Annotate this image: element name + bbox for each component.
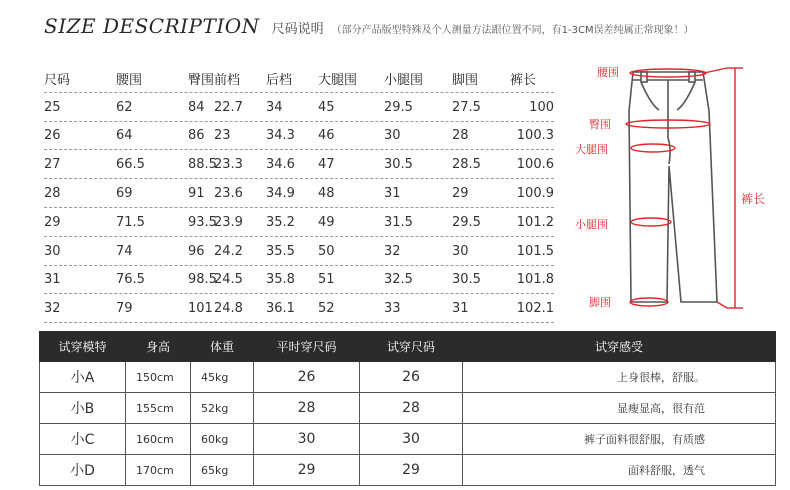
cell-size: 25: [44, 99, 61, 115]
page-title: SIZE DESCRIPTION: [44, 14, 260, 38]
cell-calf: 32.5: [384, 272, 413, 288]
cell-hem: 29: [452, 186, 469, 202]
header-length: 裤长: [510, 72, 537, 88]
table-row: [40, 362, 776, 393]
size-table-row: [44, 122, 554, 151]
header-feeling: 试穿感受: [463, 332, 776, 362]
cell-back-rise: 35.5: [266, 243, 295, 259]
cell-hip: 88.5: [188, 157, 217, 173]
cell-front-rise: 23.9: [214, 214, 243, 230]
cell-hip: 101: [188, 301, 213, 317]
cell-back-rise: 34.6: [266, 157, 295, 173]
header-hem: 脚围: [452, 72, 479, 88]
usual-size: 29: [254, 455, 360, 486]
cell-hem: 28: [452, 128, 469, 144]
header-front-rise: 前档: [214, 72, 241, 88]
cell-thigh: 50: [318, 243, 335, 259]
cell-hip: 96: [188, 243, 205, 259]
page-header: [44, 14, 694, 44]
size-table-row: [44, 208, 554, 237]
table-row: [40, 393, 776, 424]
size-table-row: [44, 179, 554, 208]
cell-length: 100: [529, 99, 554, 115]
cell-thigh: 45: [318, 99, 335, 115]
tried-size: 26: [360, 362, 463, 393]
model-name: 小D: [40, 455, 126, 486]
cell-length: 102.1: [516, 301, 554, 317]
cell-hip: 84: [188, 99, 205, 115]
cell-size: 29: [44, 214, 61, 230]
cell-front-rise: 24.8: [214, 301, 243, 317]
cell-back-rise: 36.1: [266, 301, 295, 317]
cell-size: 26: [44, 128, 61, 144]
tried-size: 29: [360, 455, 463, 486]
label-length: 裤长: [741, 192, 766, 206]
cell-hem: 30.5: [452, 272, 481, 288]
cell-size: 28: [44, 186, 61, 202]
measure-marks: [626, 68, 743, 308]
cell-size: 30: [44, 243, 61, 259]
model-name: 小B: [40, 393, 126, 424]
cell-waist: 71.5: [116, 214, 145, 230]
cell-calf: 33: [384, 301, 401, 317]
cell-hip: 86: [188, 128, 205, 144]
cell-calf: 32: [384, 243, 401, 259]
label-thigh: 大腿围: [575, 143, 608, 156]
cell-waist: 66.5: [116, 157, 145, 173]
cell-thigh: 49: [318, 214, 335, 230]
label-hip: 臀围: [589, 118, 611, 131]
calf-mark: [631, 218, 671, 226]
cell-size: 27: [44, 157, 61, 173]
model-height: 160cm: [126, 424, 191, 455]
model-name: 小A: [40, 362, 126, 393]
model-weight: 52kg: [191, 393, 254, 424]
cell-back-rise: 34: [266, 99, 283, 115]
pants-diagram: [575, 56, 775, 316]
header-calf: 小腿围: [384, 72, 424, 88]
cell-length: 100.6: [516, 157, 554, 173]
cell-back-rise: 34.9: [266, 186, 295, 202]
cell-waist: 74: [116, 243, 133, 259]
cell-hem: 30: [452, 243, 469, 259]
header-back-rise: 后档: [266, 72, 293, 88]
cell-length: 101.8: [516, 272, 554, 288]
label-calf: 小腿围: [575, 218, 608, 231]
cell-hem: 29.5: [452, 214, 481, 230]
cell-front-rise: 23: [214, 128, 231, 144]
page-subtitle: 尺码说明: [271, 22, 324, 37]
fit-feeling: 上身很棒，舒服。: [463, 362, 776, 393]
page-note: （部分产品版型特殊及个人测量方法跟位置不同，有1-3CM误差纯属正常现象！）: [331, 25, 694, 36]
header-usual-size: 平时穿尺码: [254, 332, 360, 362]
cell-waist: 64: [116, 128, 133, 144]
cell-size: 31: [44, 272, 61, 288]
model-name: 小C: [40, 424, 126, 455]
cell-front-rise: 24.2: [214, 243, 243, 259]
table-row: [40, 424, 776, 455]
cell-calf: 31.5: [384, 214, 413, 230]
header-thigh: 大腿围: [318, 72, 358, 88]
pants-outline: [629, 72, 717, 302]
model-height: 155cm: [126, 393, 191, 424]
cell-thigh: 51: [318, 272, 335, 288]
cell-calf: 31: [384, 186, 401, 202]
cell-back-rise: 35.8: [266, 272, 295, 288]
cell-thigh: 48: [318, 186, 335, 202]
fit-feeling: 裤子面料很舒服，有质感: [463, 424, 776, 455]
cell-hip: 93.5: [188, 214, 217, 230]
cell-hem: 27.5: [452, 99, 481, 115]
fit-feeling: 显瘦显高，很有范: [463, 393, 776, 424]
size-table-row: [44, 93, 554, 122]
label-hem: 脚围: [589, 296, 611, 309]
cell-waist: 69: [116, 186, 133, 202]
label-waist: 腰围: [597, 66, 619, 79]
cell-waist: 79: [116, 301, 133, 317]
cell-calf: 30.5: [384, 157, 413, 173]
cell-hip: 91: [188, 186, 205, 202]
cell-front-rise: 23.3: [214, 157, 243, 173]
header-model: 试穿模特: [40, 332, 126, 362]
cell-size: 32: [44, 301, 61, 317]
cell-calf: 29.5: [384, 99, 413, 115]
cell-thigh: 52: [318, 301, 335, 317]
cell-waist: 62: [116, 99, 133, 115]
usual-size: 28: [254, 393, 360, 424]
tried-size: 30: [360, 424, 463, 455]
model-weight: 60kg: [191, 424, 254, 455]
cell-thigh: 46: [318, 128, 335, 144]
size-table-row: [44, 237, 554, 266]
usual-size: 26: [254, 362, 360, 393]
model-table-header: [40, 332, 776, 362]
tried-size: 28: [360, 393, 463, 424]
row-divider: [44, 322, 554, 323]
cell-thigh: 47: [318, 157, 335, 173]
cell-length: 100.3: [516, 128, 554, 144]
size-table-header: [44, 64, 554, 93]
cell-hem: 28.5: [452, 157, 481, 173]
header-waist: 腰围: [116, 72, 143, 88]
size-table-row: [44, 294, 554, 323]
header-height: 身高: [126, 332, 191, 362]
model-weight: 45kg: [191, 362, 254, 393]
size-table-row: [44, 266, 554, 295]
fit-feeling: 面料舒服，透气: [463, 455, 776, 486]
header-size: 尺码: [44, 72, 71, 88]
header-tried-size: 试穿尺码: [360, 332, 463, 362]
cell-hem: 31: [452, 301, 469, 317]
cell-hip: 98.5: [188, 272, 217, 288]
cell-length: 100.9: [516, 186, 554, 202]
cell-length: 101.2: [516, 214, 554, 230]
cell-length: 101.5: [516, 243, 554, 259]
model-height: 150cm: [126, 362, 191, 393]
cell-front-rise: 23.6: [214, 186, 243, 202]
cell-waist: 76.5: [116, 272, 145, 288]
cell-back-rise: 35.2: [266, 214, 295, 230]
cell-calf: 30: [384, 128, 401, 144]
cell-front-rise: 22.7: [214, 99, 243, 115]
size-table: [44, 64, 554, 323]
model-weight: 65kg: [191, 455, 254, 486]
table-row: [40, 455, 776, 486]
thigh-mark: [631, 144, 675, 152]
cell-front-rise: 24.5: [214, 272, 243, 288]
header-weight: 体重: [191, 332, 254, 362]
header-hip: 臀围: [188, 72, 215, 88]
size-table-row: [44, 150, 554, 179]
cell-back-rise: 34.3: [266, 128, 295, 144]
usual-size: 30: [254, 424, 360, 455]
model-height: 170cm: [126, 455, 191, 486]
model-table: [39, 331, 776, 486]
